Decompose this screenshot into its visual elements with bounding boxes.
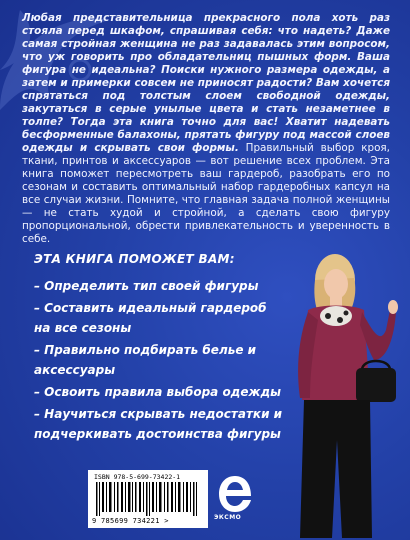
list-item: – Научиться скрывать недостатки и подчеркивать достоинства фигуры xyxy=(34,407,283,441)
blurb-text xyxy=(22,12,390,246)
barcode xyxy=(88,470,208,528)
barcode-bars-icon xyxy=(96,482,200,516)
isbn-text: ISBN 978-5-699-73422-1 xyxy=(94,473,181,481)
blurb-secondary: Правильный выбор кроя, ткани, принтов и аксессуаров — вот решение всех проблем. Эта книга поможет пересмотреть ваш гардероб, разобрать его по сезонам и составить оптимальный набор гардеробных капсул на все случаи жизни. Помните, что главная задача полной женщины — не стать худой и стройной, а сделать свою фигуру пропорциональной, обрести привлекательность и уверенность в себе. xyxy=(22,142,390,245)
list-item: – Освоить правила выбора одежды xyxy=(34,385,281,399)
publisher-name: ЭКСМО xyxy=(214,514,242,521)
eksmo-logo-icon xyxy=(217,474,253,514)
blurb-main: Любая представительница прекрасного пола хоть раз стояла перед шкафом, спрашивая себя: что надеть? Даже самая стройная женщина не раз задавалась этим вопросом, что уж говорить про обладательниц пышных форм. Ваша фигура не идеальна? Поиски нужного размера одежды, а затем и примерки совсем не приносят радости? Вам хочется спрятаться под толстым слоем свободной одежды, закутаться в серые унылые цвета и стать незаметнее в толпе? Тогда эта книга точно для вас! Хватит надевать бесформенные балахоны, прятать фигуру под массой слоев одежды и скрывать свои формы. xyxy=(22,12,390,154)
woman-photo xyxy=(290,250,410,540)
barcode-number: 9 785699 734221 > xyxy=(92,517,169,525)
list-item: – Правильно подбирать белье и аксессуары xyxy=(34,343,257,377)
benefits-list xyxy=(34,276,284,446)
helps-heading: ЭТА КНИГА ПОМОЖЕТ ВАМ: xyxy=(34,252,235,266)
list-item: – Составить идеальный гардероб на все сезоны xyxy=(34,301,267,335)
list-item: – Определить тип своей фигуры xyxy=(34,279,259,293)
